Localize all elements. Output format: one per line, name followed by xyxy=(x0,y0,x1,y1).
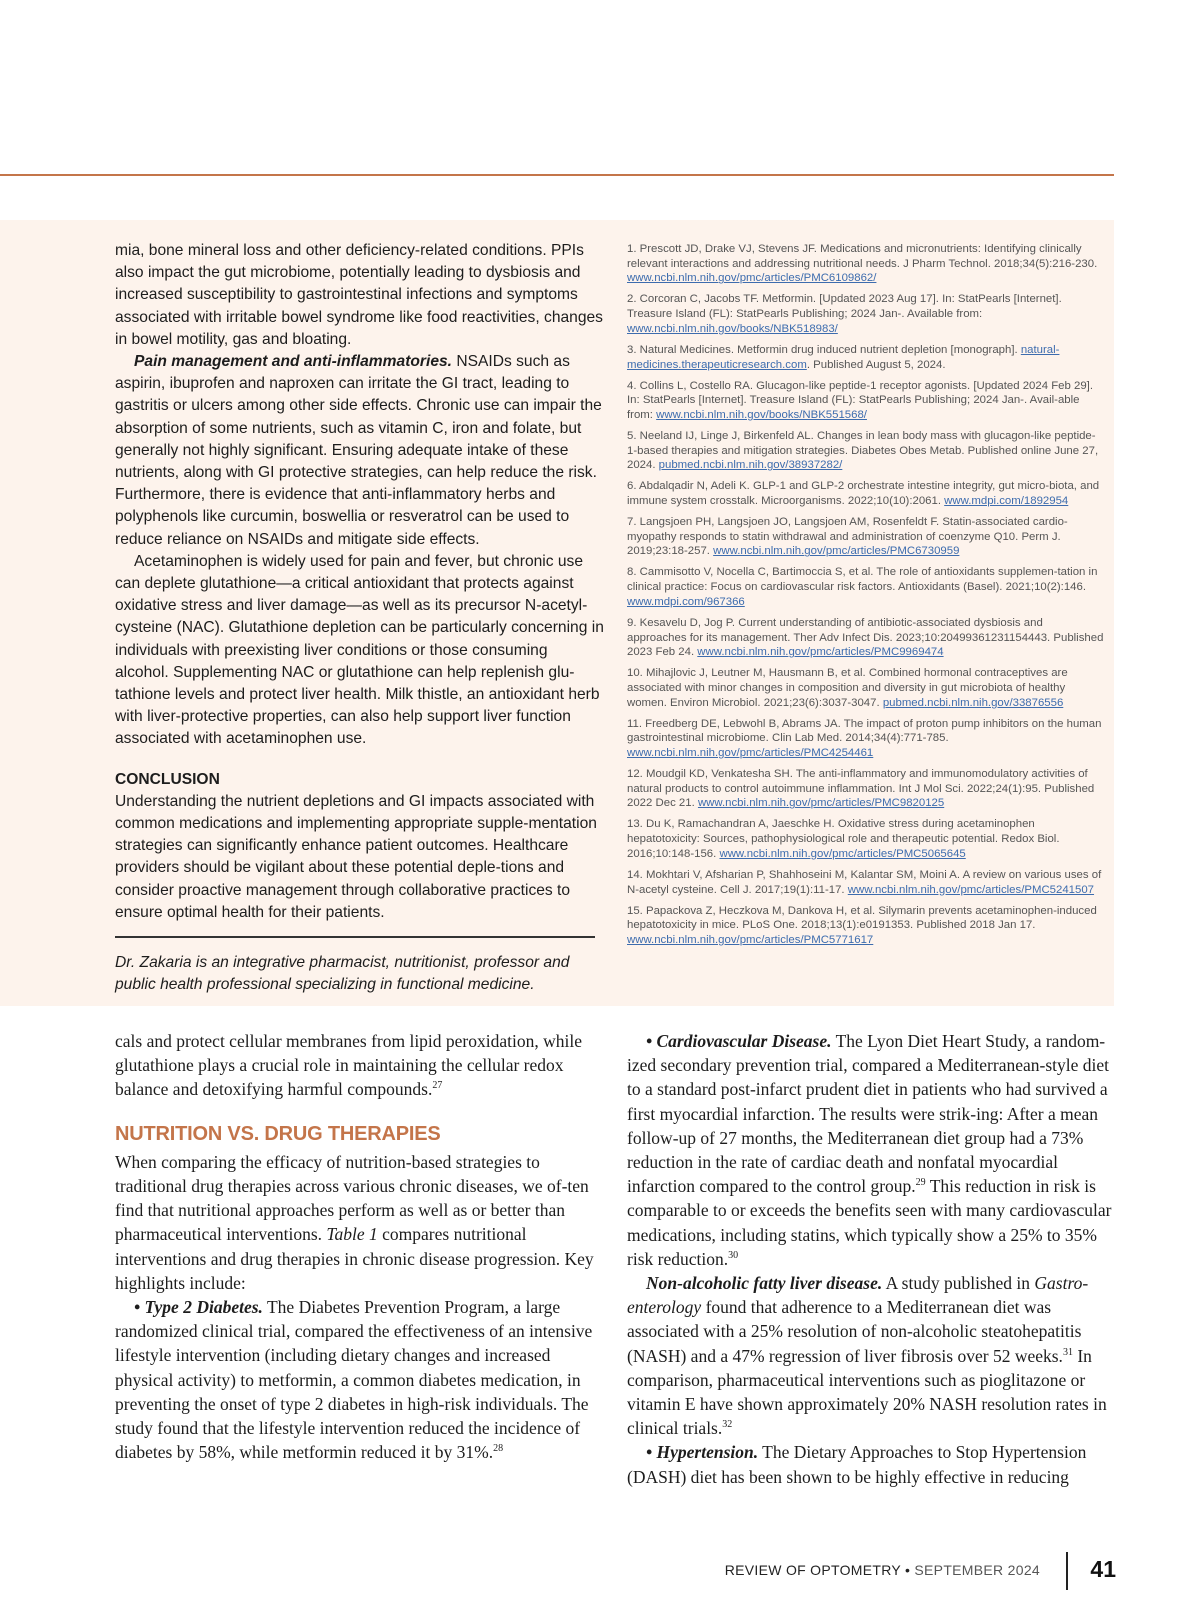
reference-text: 12. Moudgil KD, Venkatesha SH. The anti-inflammatory and immunomodulatory activities of natural products to control autoimmune inflammation. Int J Mol Sci. 2022;24(1):95. Published 2022 Dec 21. xyxy=(627,768,1095,810)
reference-link[interactable]: www.ncbi.nlm.nih.gov/pmc/articles/PMC5771617 xyxy=(627,933,874,946)
citation: 27 xyxy=(432,1080,443,1092)
lower-right-column xyxy=(627,1029,1117,1489)
reference-link[interactable]: www.ncbi.nlm.nih.gov/books/NBK518983/ xyxy=(627,322,838,335)
paragraph-body: cals and protect cellular membranes from lipid peroxidation, while glutathione plays a crucial role in maintaining the cellular redox balance and detoxifying harmful compounds. xyxy=(115,1031,582,1100)
run-in-heading: • Cardiovascular Disease. xyxy=(646,1031,832,1051)
issue-date: SEPTEMBER 2024 xyxy=(914,1562,1040,1578)
paragraph xyxy=(115,1029,605,1102)
paragraph-body: When comparing the efficacy of nutrition-based strategies to traditional drug therapies across various chronic diseases, we of-ten find that nutritional approaches perform as well as or better than pharmaceutical interventions. xyxy=(115,1151,589,1245)
reference-text: 4. Collins L, Costello RA. Glucagon-like peptide-1 receptor agonists. [Updated 2024 Feb 29]. In: StatPearls [Internet]. Treasure Island (FL): StatPearls Publishing; 2024 Jan-. Avail-able from: xyxy=(627,379,1094,421)
reference-link[interactable]: www.mdpi.com/967366 xyxy=(627,595,745,608)
bullet-paragraph xyxy=(115,1295,605,1464)
references-list xyxy=(627,242,1105,954)
upper-left-column xyxy=(115,240,605,997)
paragraph xyxy=(115,351,605,551)
journal-name: Gastro-enterology xyxy=(627,1273,1089,1318)
paragraph: mia, bone mineral loss and other deficiency-related conditions. PPIs also impact the gut microbiome, potentially leading to dysbiosis and increased susceptibility to gastrointestinal infections and symptoms associated with irritable bowel syndrome like food reactivities, changes in bowel motility, gas and bloating. xyxy=(115,242,603,348)
paragraph-body: found that adherence to a Mediterranean diet was associated with a 25% resolution of non-alcoholic steatohepatitis (NASH) and a 47% regression of liver fibrosis over 52 weeks. xyxy=(627,1297,1082,1366)
paragraph-body: The Dietary Approaches to Stop Hypertension (DASH) diet has been shown to be highly effective in reducing xyxy=(627,1442,1087,1487)
reference-item xyxy=(627,767,1105,811)
run-in-heading: • Hypertension. xyxy=(646,1442,759,1463)
reference-text: 5. Neeland IJ, Linge J, Birkenfeld AL. Changes in lean body mass with glucagon-like peptide-1-based therapies and mitigation strategies. Diabetes Obes Metab. Published online June 27, 2024. xyxy=(627,429,1099,472)
reference-link[interactable]: pubmed.ncbi.nlm.nih.gov/38937282/ xyxy=(658,459,843,472)
reference-text: 9. Kesavelu D, Jog P. Current understanding of antibiotic-associated dysbiosis and approaches for its management. Ther Adv Infect Dis. 2023;10:20499361231154443. Published 2023 Feb 24. xyxy=(627,616,1104,659)
footer-separator: • xyxy=(905,1562,911,1578)
publication-line xyxy=(725,1562,1040,1578)
reference-item xyxy=(627,429,1105,473)
reference-text: . Published August 5, 2024. xyxy=(806,358,946,371)
conclusion-text: Understanding the nutrient depletions and GI impacts associated with common medications and implementing appropriate supple-mentation strategies can significantly enhance patient outcomes. Healthcare providers should be vigilant about these potential deple-tions and consider proactive management through collaborative practices to ensure optimal health for their patients. xyxy=(115,792,597,921)
reference-link[interactable]: natural-medicines.therapeuticresearch.com xyxy=(627,343,1060,371)
bullet-paragraph xyxy=(627,1440,1117,1488)
reference-link[interactable]: www.ncbi.nlm.nih.gov/pmc/articles/PMC6730959 xyxy=(713,545,960,558)
reference-text: 7. Langsjoen PH, Langsjoen JO, Langsjoen AM, Rosenfeldt F. Statin-associated cardio-myopathy responds to statin withdrawal and administration of coenzyme Q10. Perm J. 2019;23:18-257. xyxy=(627,516,1068,558)
citation: 30 xyxy=(728,1250,739,1261)
reference-link[interactable]: www.ncbi.nlm.nih.gov/pmc/articles/PMC9969474 xyxy=(697,646,944,659)
reference-link[interactable]: www.ncbi.nlm.nih.gov/pmc/articles/PMC5065645 xyxy=(719,847,966,860)
reference-text: 8. Cammisotto V, Nocella C, Bartimoccia S, et al. The role of antioxidants supplemen-tation in clinical practice: Focus on cardiovascular risk factors. Antioxidants (Basel). 2021;10(2):146. xyxy=(627,566,1098,594)
paragraph-body: This reduction in risk is comparable to or exceeds the benefits seen with many cardiovascular medications, including statins, which typically show a 25% to 35% risk reduction. xyxy=(627,1176,1112,1269)
reference-link[interactable]: www.ncbi.nlm.nih.gov/pmc/articles/PMC5241507 xyxy=(847,883,1095,896)
reference-text: 1. Prescott JD, Drake VJ, Stevens JF. Medications and micronutrients: Identifying clinically relevant interactions and addressing nutritional needs. J Pharm Technol. 2018;34(5):216-230. xyxy=(627,243,1098,270)
reference-link[interactable]: www.ncbi.nlm.nih.gov/pmc/articles/PMC4254461 xyxy=(627,747,874,760)
citation: 28 xyxy=(493,1443,504,1455)
reference-item xyxy=(627,242,1105,286)
reference-text: 10. Mihajlovic J, Leutner M, Hausmann B, et al. Combined hormonal contraceptives are associated with minor changes in composition and diversity in gut microbiota of healthy women. Environ Microbiol. 2021;23(6):3037-3047. xyxy=(627,667,1068,709)
reference-item xyxy=(627,379,1105,423)
paragraph xyxy=(115,1150,605,1295)
reference-text: 3. Natural Medicines. Metformin drug induced nutrient depletion [monograph]. xyxy=(627,343,1021,356)
reference-link[interactable]: www.ncbi.nlm.nih.gov/books/NBK551568/ xyxy=(656,408,867,421)
paragraph: Acetaminophen is widely used for pain and fever, but chronic use can deplete glutathione—a critical antioxidant that protects against oxidative stress and liver damage—as well as its precursor N-acetyl-cysteine (NAC). Glutathione depletion can be particularly concerning in individuals with preexisting liver conditions or those consuming alcohol. Supplementing NAC or glutathione can help replenish glu-tathione levels and protect liver health. Milk thistle, an antioxidant herb with liver-protective properties, can also help support liver function associated with acetaminophen use. xyxy=(115,552,604,748)
reference-item xyxy=(627,565,1105,609)
run-in-heading: Pain management and anti-inflammatories. xyxy=(134,353,453,371)
publication-name: REVIEW OF OPTOMETRY xyxy=(724,1562,901,1578)
reference-text: 6. Abdalqadir N, Adeli K. GLP-1 and GLP-2 orchestrate intestine integrity, gut micro-biota, and immune system crosstalk. Microorganisms. 2022;10(10):2061. xyxy=(627,480,1100,508)
reference-text: 13. Du K, Ramachandran A, Jaeschke H. Oxidative stress during acetaminophen hepatotoxicity: Sources, pathophysiological role and therapeutic potential. Redox Biol. 2016;10:148-156. xyxy=(627,818,1060,860)
reference-item xyxy=(627,904,1105,948)
footer-divider xyxy=(1066,1552,1068,1590)
reference-item xyxy=(627,717,1105,761)
reference-item xyxy=(627,292,1105,336)
reference-item xyxy=(627,479,1105,508)
reference-link[interactable]: pubmed.ncbi.nlm.nih.gov/33876556 xyxy=(882,696,1064,709)
reference-item xyxy=(627,343,1105,372)
conclusion-heading: CONCLUSION xyxy=(115,770,220,788)
lower-left-column xyxy=(115,1029,605,1464)
bio-divider xyxy=(115,936,595,938)
citation: 31 xyxy=(1062,1346,1073,1358)
reference-item xyxy=(627,616,1105,660)
reference-text: 15. Papackova Z, Heczkova M, Dankova H, et al. Silymarin prevents acetaminophen-induced hepatotoxicity in mice. PLoS One. 2018;13(1):e0191353. Published 2018 Jan 17. xyxy=(627,904,1097,932)
reference-text: 2. Corcoran C, Jacobs TF. Metformin. [Updated 2023 Aug 17]. In: StatPearls [Internet]. Treasure Island (FL): StatPearls Publishing; 2024 Jan-. Available from: xyxy=(627,293,1062,321)
paragraph-body: The Lyon Diet Heart Study, a random-ized secondary prevention trial, compared a Mediterranean-style diet to a standard post-infarct prudent diet in patients who had survived a first myocardial infarction. The results were strik-ing: After a mean follow-up of 27 months, the Mediterranean diet group had a 73% reduction in the rate of cardiac death and nonfatal myocardial infarction compared to the control group. xyxy=(627,1031,1110,1197)
paragraph xyxy=(627,1271,1117,1440)
paragraph-body: The Diabetes Prevention Program, a large randomized clinical trial, compared the effectiveness of an intensive lifestyle intervention (including dietary changes and increased physical activity) to metformin, a common diabetes medication, in preventing the onset of type 2 diabetes in high-risk individuals. The study found that the lifestyle intervention reduced the incidence of diabetes by 58%, while metformin reduced it by 31%. xyxy=(115,1297,593,1463)
page-footer xyxy=(700,1556,1160,1586)
header-rule xyxy=(0,174,1114,176)
bullet-paragraph xyxy=(627,1029,1117,1271)
table-reference: Table 1 xyxy=(326,1224,378,1245)
paragraph-body: NSAIDs such as aspirin, ibuprofen and naproxen can irritate the GI tract, leading to gastritis or ulcers among other side effects. Chronic use can impair the absorption of some nutrients, such as vitamin C, iron and folate, but generally not highly significant. Ensuring adequate intake of these nutrients, along with GI protective strategies, can help reduce the risk. Furthermore, there is evidence that anti-inflammatory herbs and polyphenols like curcumin, boswellia or resveratrol can be used to reduce reliance on NSAIDs and mitigate side effects. xyxy=(115,353,602,548)
paragraph-body: In comparison, pharmaceutical interventions such as pioglitazone or vitamin E have shown approximately 20% NASH resolution rates in clinical trials. xyxy=(627,1345,1107,1439)
citation: 29 xyxy=(915,1177,926,1189)
reference-item xyxy=(627,666,1105,710)
reference-text: 14. Mokhtari V, Afsharian P, Shahhoseini M, Kalantar SM, Moini A. A review on various uses of N-acetyl cysteine. Cell J. 2017;19(1):11-17. xyxy=(627,868,1102,896)
reference-item xyxy=(627,868,1105,897)
reference-item xyxy=(627,817,1105,861)
run-in-heading: • Type 2 Diabetes. xyxy=(134,1297,263,1318)
run-in-heading: Non-alcoholic fatty liver disease. xyxy=(646,1273,883,1294)
reference-text: 11. Freedberg DE, Lebwohl B, Abrams JA. The impact of proton pump inhibitors on the human gastrointestinal microbiome. Clin Lab Med. 2014;34(4):771-785. xyxy=(627,717,1102,745)
reference-link[interactable]: www.mdpi.com/1892954 xyxy=(944,495,1069,508)
reference-link[interactable]: www.ncbi.nlm.nih.gov/pmc/articles/PMC9820125 xyxy=(697,797,945,810)
reference-link[interactable]: www.ncbi.nlm.nih.gov/pmc/articles/PMC6109862/ xyxy=(627,272,877,285)
page-number: 41 xyxy=(1090,1556,1116,1582)
author-bio: Dr. Zakaria is an integrative pharmacist, nutritionist, professor and public health professional specializing in functional medicine. xyxy=(115,954,570,994)
paragraph-body: A study published in xyxy=(882,1273,1035,1294)
paragraph-body: compares nutritional interventions and drug therapies in chronic disease progression. Key highlights include: xyxy=(115,1224,594,1293)
reference-item xyxy=(627,515,1105,559)
citation: 32 xyxy=(722,1419,733,1431)
section-heading: NUTRITION VS. DRUG THERAPIES xyxy=(115,1122,441,1145)
